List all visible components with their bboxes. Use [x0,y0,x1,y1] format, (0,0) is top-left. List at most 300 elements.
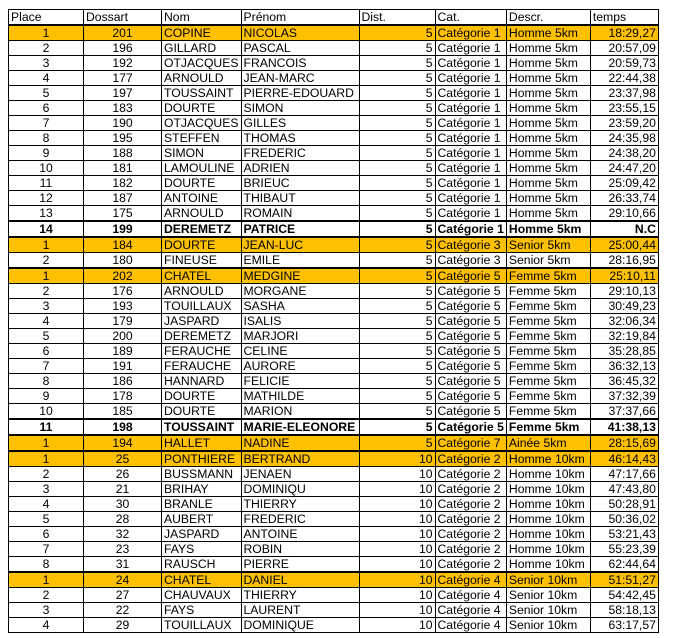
cell-place: 9 [9,146,84,161]
cell-prenom: BRIEUC [241,176,359,191]
cell-temps: 18:29,27 [590,25,658,41]
cell-dist: 10 [359,467,435,482]
cell-dossart: 175 [84,206,162,222]
cell-descr: Senior 10km [506,603,590,618]
cell-prenom: PIERRE-EDOUARD [241,86,359,101]
cell-place: 3 [9,56,84,71]
cell-dossart: 176 [84,284,162,299]
cell-cat: Catégorie 1 [435,161,506,176]
cell-nom: STEFFEN [162,131,242,146]
cell-cat: Catégorie 2 [435,451,506,467]
cell-nom: BRANLE [162,497,242,512]
table-row-category-winner [9,435,659,451]
cell-place: 8 [9,131,84,146]
cell-descr: Femme 5km [506,268,590,284]
cell-dist: 10 [359,588,435,603]
cell-cat: Catégorie 1 [435,56,506,71]
cell-dist: 5 [359,389,435,404]
cell-cat: Catégorie 3 [435,253,506,269]
cell-cat: Catégorie 1 [435,176,506,191]
cell-place: 11 [9,419,84,435]
cell-cat: Catégorie 5 [435,359,506,374]
cell-prenom: MORGANE [241,284,359,299]
cell-prenom: JEAN-MARC [241,71,359,86]
cell-dist: 5 [359,161,435,176]
cell-descr: Femme 5km [506,329,590,344]
table-row [9,56,659,71]
cell-dist: 5 [359,237,435,253]
cell-cat: Catégorie 1 [435,101,506,116]
cell-dossart: 27 [84,588,162,603]
cell-nom: FERAUCHE [162,344,242,359]
cell-temps: 58:18,13 [590,603,658,618]
table-row [9,467,659,482]
cell-descr: Homme 5km [506,25,590,41]
cell-nom: GILLARD [162,41,242,56]
cell-descr: Homme 10km [506,512,590,527]
cell-dossart: 179 [84,314,162,329]
cell-cat: Catégorie 1 [435,191,506,206]
cell-nom: DOURTE [162,176,242,191]
cell-nom: LAMOULINE [162,161,242,176]
cell-dist: 10 [359,618,435,633]
header-row [9,10,659,26]
cell-prenom: FREDERIC [241,146,359,161]
table-row [9,284,659,299]
cell-place: 7 [9,116,84,131]
cell-nom: ARNOULD [162,71,242,86]
cell-place: 10 [9,161,84,176]
cell-dossart: 199 [84,221,162,237]
cell-temps: 28:15,69 [590,435,658,451]
cell-cat: Catégorie 2 [435,482,506,497]
cell-dist: 5 [359,146,435,161]
cell-temps: 41:38,13 [590,419,658,435]
cell-dossart: 196 [84,41,162,56]
cell-cat: Catégorie 4 [435,618,506,633]
cell-place: 3 [9,299,84,314]
cell-temps: 50:28,91 [590,497,658,512]
cell-dossart: 184 [84,237,162,253]
cell-place: 2 [9,284,84,299]
cell-prenom: THIBAUT [241,191,359,206]
cell-nom: FINEUSE [162,253,242,269]
table-row [9,603,659,618]
cell-temps: 24:38,20 [590,146,658,161]
cell-cat: Catégorie 1 [435,41,506,56]
cell-cat: Catégorie 5 [435,389,506,404]
cell-prenom: THIERRY [241,588,359,603]
cell-place: 4 [9,618,84,633]
cell-nom: DOURTE [162,237,242,253]
header-nom: Nom [162,10,242,26]
cell-place: 5 [9,512,84,527]
cell-cat: Catégorie 2 [435,557,506,573]
header-cat: Cat. [435,10,506,26]
cell-cat: Catégorie 1 [435,25,506,41]
cell-nom: BRIHAY [162,482,242,497]
cell-descr: Homme 10km [506,467,590,482]
cell-descr: Homme 5km [506,191,590,206]
table-row [9,176,659,191]
cell-place: 2 [9,253,84,269]
cell-dossart: 189 [84,344,162,359]
cell-dist: 10 [359,512,435,527]
cell-descr: Femme 5km [506,359,590,374]
cell-dossart: 190 [84,116,162,131]
cell-cat: Catégorie 2 [435,542,506,557]
cell-cat: Catégorie 1 [435,86,506,101]
cell-nom: ARNOULD [162,284,242,299]
cell-place: 3 [9,603,84,618]
cell-cat: Catégorie 7 [435,435,506,451]
cell-nom: HANNARD [162,374,242,389]
cell-temps: 22:44,38 [590,71,658,86]
cell-temps: 32:19,84 [590,329,658,344]
header-place: Place [9,10,84,26]
cell-dossart: 181 [84,161,162,176]
table-row [9,253,659,269]
cell-cat: Catégorie 2 [435,512,506,527]
cell-nom: TOUSSAINT [162,86,242,101]
cell-dist: 10 [359,527,435,542]
table-row [9,419,659,435]
cell-prenom: PIERRE [241,557,359,573]
table-row [9,482,659,497]
cell-dist: 5 [359,191,435,206]
table-row [9,314,659,329]
cell-nom: ARNOULD [162,206,242,222]
cell-temps: 25:00,44 [590,237,658,253]
cell-dist: 5 [359,374,435,389]
table-row [9,512,659,527]
cell-temps: 25:09,42 [590,176,658,191]
table-row [9,101,659,116]
cell-dossart: 28 [84,512,162,527]
cell-cat: Catégorie 5 [435,344,506,359]
cell-dossart: 25 [84,451,162,467]
cell-dist: 5 [359,268,435,284]
cell-dossart: 197 [84,86,162,101]
cell-dossart: 185 [84,404,162,420]
cell-dist: 5 [359,435,435,451]
cell-dossart: 180 [84,253,162,269]
cell-cat: Catégorie 2 [435,497,506,512]
table-row [9,359,659,374]
cell-cat: Catégorie 1 [435,131,506,146]
cell-dist: 10 [359,557,435,573]
cell-dossart: 177 [84,71,162,86]
cell-dist: 5 [359,404,435,420]
cell-nom: HALLET [162,435,242,451]
cell-prenom: LAURENT [241,603,359,618]
cell-temps: 63:17,57 [590,618,658,633]
cell-cat: Catégorie 4 [435,603,506,618]
cell-prenom: JEAN-LUC [241,237,359,253]
cell-dossart: 202 [84,268,162,284]
table-row [9,221,659,237]
cell-place: 2 [9,467,84,482]
cell-nom: ANTOINE [162,191,242,206]
cell-cat: Catégorie 2 [435,527,506,542]
cell-temps: 62:44,64 [590,557,658,573]
header-descr: Descr. [506,10,590,26]
cell-descr: Homme 10km [506,557,590,573]
cell-dossart: 23 [84,542,162,557]
cell-descr: Homme 5km [506,131,590,146]
cell-dossart: 201 [84,25,162,41]
cell-descr: Senior 10km [506,588,590,603]
cell-dist: 10 [359,603,435,618]
cell-dossart: 192 [84,56,162,71]
cell-dossart: 178 [84,389,162,404]
cell-prenom: AURORE [241,359,359,374]
cell-dist: 5 [359,71,435,86]
cell-dossart: 194 [84,435,162,451]
table-row [9,206,659,222]
cell-place: 2 [9,41,84,56]
cell-cat: Catégorie 1 [435,71,506,86]
cell-place: 10 [9,404,84,420]
cell-place: 14 [9,221,84,237]
cell-prenom: NICOLAS [241,25,359,41]
cell-prenom: FREDERIC [241,512,359,527]
table-row [9,344,659,359]
table-row [9,299,659,314]
cell-dist: 5 [359,56,435,71]
cell-dossart: 193 [84,299,162,314]
cell-place: 6 [9,101,84,116]
table-row [9,71,659,86]
cell-prenom: PASCAL [241,41,359,56]
cell-place: 13 [9,206,84,222]
cell-dossart: 21 [84,482,162,497]
cell-temps: 28:16,95 [590,253,658,269]
cell-prenom: ANTOINE [241,527,359,542]
cell-temps: 30:49,23 [590,299,658,314]
cell-prenom: JENAEN [241,467,359,482]
cell-nom: TOUILLAUX [162,299,242,314]
table-row-category-winner [9,451,659,467]
cell-descr: Homme 10km [506,527,590,542]
cell-descr: Homme 5km [506,176,590,191]
cell-place: 4 [9,314,84,329]
cell-nom: JASPARD [162,527,242,542]
cell-descr: Femme 5km [506,404,590,420]
cell-prenom: BERTRAND [241,451,359,467]
cell-temps: 23:55,15 [590,101,658,116]
cell-place: 5 [9,329,84,344]
cell-nom: CHATEL [162,572,242,588]
cell-descr: Femme 5km [506,344,590,359]
cell-dossart: 195 [84,131,162,146]
cell-descr: Homme 5km [506,101,590,116]
cell-temps: 55:23,39 [590,542,658,557]
table-row [9,618,659,633]
cell-prenom: ROBIN [241,542,359,557]
cell-prenom: MARJORI [241,329,359,344]
cell-dossart: 191 [84,359,162,374]
cell-nom: FERAUCHE [162,359,242,374]
cell-nom: CHATEL [162,268,242,284]
cell-nom: OTJACQUES [162,56,242,71]
cell-descr: Homme 10km [506,497,590,512]
cell-temps: 29:10,13 [590,284,658,299]
cell-descr: Senior 10km [506,618,590,633]
cell-place: 6 [9,527,84,542]
cell-dist: 5 [359,116,435,131]
cell-temps: 51:51,27 [590,572,658,588]
cell-dist: 10 [359,572,435,588]
cell-descr: Homme 10km [506,482,590,497]
table-row [9,116,659,131]
cell-cat: Catégorie 5 [435,314,506,329]
cell-prenom: FELICIE [241,374,359,389]
cell-temps: 23:59,20 [590,116,658,131]
cell-dist: 5 [359,253,435,269]
cell-dossart: 188 [84,146,162,161]
cell-nom: OTJACQUES [162,116,242,131]
cell-dossart: 198 [84,419,162,435]
cell-temps: 35:28,85 [590,344,658,359]
cell-cat: Catégorie 5 [435,299,506,314]
cell-prenom: ISALIS [241,314,359,329]
cell-dossart: 200 [84,329,162,344]
cell-prenom: SIMON [241,101,359,116]
cell-cat: Catégorie 4 [435,572,506,588]
cell-temps: 23:37,98 [590,86,658,101]
cell-temps: 24:35,98 [590,131,658,146]
cell-prenom: EMILE [241,253,359,269]
cell-descr: Homme 5km [506,41,590,56]
cell-dist: 5 [359,221,435,237]
table-row [9,191,659,206]
cell-cat: Catégorie 5 [435,268,506,284]
table-row-category-winner [9,268,659,284]
cell-temps: 24:47,20 [590,161,658,176]
cell-dist: 10 [359,542,435,557]
cell-place: 1 [9,572,84,588]
cell-prenom: DANIEL [241,572,359,588]
cell-place: 1 [9,451,84,467]
cell-descr: Femme 5km [506,374,590,389]
table-row [9,497,659,512]
cell-dist: 5 [359,206,435,222]
cell-descr: Femme 5km [506,419,590,435]
cell-cat: Catégorie 2 [435,467,506,482]
cell-temps: 37:32,39 [590,389,658,404]
cell-temps: 26:33,74 [590,191,658,206]
cell-dossart: 186 [84,374,162,389]
table-row [9,404,659,420]
table-row [9,557,659,573]
table-row-category-winner [9,572,659,588]
cell-dist: 5 [359,41,435,56]
cell-temps: 54:42,45 [590,588,658,603]
cell-nom: DOURTE [162,101,242,116]
cell-cat: Catégorie 5 [435,329,506,344]
cell-prenom: DOMINIQUE [241,618,359,633]
cell-descr: Homme 5km [506,56,590,71]
cell-nom: CHAUVAUX [162,588,242,603]
cell-prenom: GILLES [241,116,359,131]
cell-nom: AUBERT [162,512,242,527]
cell-dist: 10 [359,497,435,512]
cell-place: 1 [9,268,84,284]
cell-prenom: ADRIEN [241,161,359,176]
cell-descr: Homme 5km [506,206,590,222]
cell-descr: Homme 5km [506,146,590,161]
cell-dist: 5 [359,359,435,374]
cell-descr: Homme 5km [506,116,590,131]
table-row [9,146,659,161]
cell-descr: Ainée 5km [506,435,590,451]
cell-dossart: 30 [84,497,162,512]
cell-dossart: 182 [84,176,162,191]
cell-dossart: 22 [84,603,162,618]
cell-nom: DOURTE [162,404,242,420]
cell-dist: 5 [359,419,435,435]
cell-temps: 37:37,66 [590,404,658,420]
cell-place: 8 [9,557,84,573]
cell-place: 1 [9,25,84,41]
cell-temps: 50:36,02 [590,512,658,527]
cell-prenom: PATRICE [241,221,359,237]
cell-temps: 20:59,73 [590,56,658,71]
cell-cat: Catégorie 5 [435,284,506,299]
cell-place: 1 [9,237,84,253]
cell-prenom: MARION [241,404,359,420]
table-row [9,41,659,56]
cell-nom: DEREMETZ [162,221,242,237]
cell-place: 11 [9,176,84,191]
cell-descr: Homme 10km [506,542,590,557]
cell-dossart: 31 [84,557,162,573]
cell-nom: TOUILLAUX [162,618,242,633]
header-dist: Dist. [359,10,435,26]
cell-temps: 20:57,09 [590,41,658,56]
cell-temps: 47:17,66 [590,467,658,482]
cell-dossart: 26 [84,467,162,482]
cell-dist: 5 [359,25,435,41]
cell-cat: Catégorie 5 [435,404,506,420]
cell-place: 9 [9,389,84,404]
cell-temps: 29:10,66 [590,206,658,222]
table-row [9,86,659,101]
cell-dossart: 183 [84,101,162,116]
cell-nom: PONTHIERE [162,451,242,467]
cell-descr: Homme 5km [506,86,590,101]
cell-place: 4 [9,497,84,512]
cell-prenom: MARIE-ELEONORE [241,419,359,435]
cell-nom: COPINE [162,25,242,41]
cell-nom: FAYS [162,603,242,618]
table-row [9,588,659,603]
cell-nom: SIMON [162,146,242,161]
cell-place: 1 [9,435,84,451]
cell-prenom: NADINE [241,435,359,451]
cell-dossart: 187 [84,191,162,206]
cell-cat: Catégorie 1 [435,146,506,161]
cell-temps: 47:43,80 [590,482,658,497]
cell-descr: Femme 5km [506,299,590,314]
cell-dist: 5 [359,329,435,344]
cell-temps: N.C [590,221,658,237]
cell-dossart: 24 [84,572,162,588]
cell-dist: 5 [359,284,435,299]
table-row [9,542,659,557]
cell-prenom: THOMAS [241,131,359,146]
